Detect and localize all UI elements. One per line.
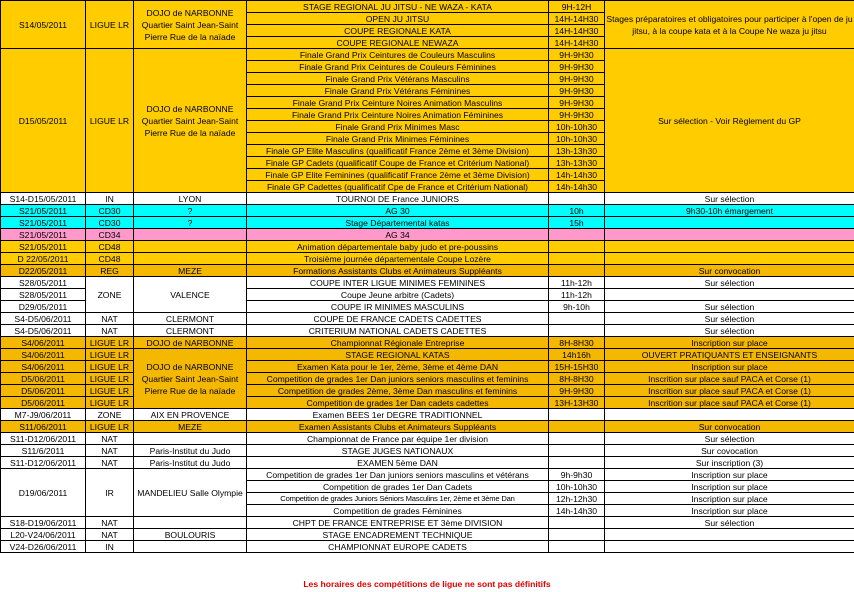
table-cell: 12h-12h30	[549, 493, 605, 505]
table-cell	[549, 253, 605, 265]
table-cell	[549, 517, 605, 529]
table-cell: NAT	[86, 457, 134, 469]
table-cell: 9H-9H30	[549, 97, 605, 109]
table-cell: LIGUE LR	[86, 421, 134, 433]
table-cell: AG 30	[247, 205, 549, 217]
table-cell: S21/05/2011	[1, 217, 86, 229]
table-cell: 14H-14H30	[549, 25, 605, 37]
table-cell: Animation départementale baby judo et pre-poussins	[247, 241, 549, 253]
table-cell: S4/06/2011	[1, 349, 86, 361]
table-cell: COUPE IR MINIMES MASCULINS	[247, 301, 549, 313]
table-cell: CHPT DE FRANCE ENTREPRISE ET 3ème DIVISION	[247, 517, 549, 529]
table-cell	[549, 265, 605, 277]
table-cell	[549, 433, 605, 445]
table-cell	[605, 241, 854, 253]
table-cell: 9H-9H30	[549, 85, 605, 97]
table-cell: Sur sélection	[605, 325, 854, 337]
table-cell: D5/06/2011	[1, 373, 86, 385]
table-cell: ?	[134, 205, 247, 217]
table-cell	[134, 541, 247, 553]
table-cell: COUPE INTER LIGUE MINIMES FEMININES	[247, 277, 549, 289]
table-cell: STAGE ENCADREMENT TECHNIQUE	[247, 529, 549, 541]
table-row	[1, 205, 854, 217]
table-row	[1, 241, 854, 253]
table-cell: 11h-12h	[549, 277, 605, 289]
table-cell	[134, 241, 247, 253]
table-cell: D15/05/2011	[1, 49, 86, 193]
table-cell: D19/06/2011	[1, 469, 86, 517]
table-cell	[549, 313, 605, 325]
table-cell: Examen Kata pour le 1er, 2ème, 3ème et 4ème DAN	[247, 361, 549, 373]
table-row	[1, 1, 854, 13]
table-cell: DOJO de NARBONNE Quartier Saint Jean-Saint Pierre Rue de la naïade	[134, 1, 247, 49]
table-cell: S11/06/2011	[1, 421, 86, 433]
table-cell: Inscription sur place	[605, 493, 854, 505]
table-cell: Finale Grand Prix Ceinture Noires Animation Féminines	[247, 109, 549, 121]
table-row	[1, 253, 854, 265]
table-cell: D5/06/2011	[1, 385, 86, 397]
table-cell: OUVERT PRATIQUANTS ET ENSEIGNANTS	[605, 349, 854, 361]
table-row	[1, 469, 854, 481]
table-cell: Finale GP Cadets (qualificatif Coupe de France et Critérium National)	[247, 157, 549, 169]
table-cell: Finale Grand Prix Minimes Masc	[247, 121, 549, 133]
table-cell: 10h-10h30	[549, 133, 605, 145]
table-cell: D22/05/2011	[1, 265, 86, 277]
table-row	[1, 529, 854, 541]
table-cell: REG	[86, 265, 134, 277]
table-row	[1, 265, 854, 277]
table-cell: Stage Départemental katas	[247, 217, 549, 229]
table-cell: NAT	[86, 313, 134, 325]
table-cell: COUPE REGIONALE NEWAZA	[247, 37, 549, 49]
table-cell: Sur sélection	[605, 301, 854, 313]
table-cell: MEZE	[134, 421, 247, 433]
table-cell: BOULOURIS	[134, 529, 247, 541]
table-cell: Sur sélection	[605, 433, 854, 445]
table-cell: S14-D15/05/2011	[1, 193, 86, 205]
table-row	[1, 217, 854, 229]
table-cell: TOURNOI DE France JUNIORS	[247, 193, 549, 205]
table-cell	[549, 241, 605, 253]
table-cell: COUPE REGIONALE KATA	[247, 25, 549, 37]
table-cell: 9h-10h	[549, 301, 605, 313]
table-cell: NAT	[86, 529, 134, 541]
table-cell: LIGUE LR	[86, 49, 134, 193]
table-cell: LIGUE LR	[86, 361, 134, 373]
table-cell: Finale GP Cadettes (qualificatif Cpe de France et Critérium National)	[247, 181, 549, 193]
table-cell: ZONE	[86, 409, 134, 421]
table-row	[1, 277, 854, 289]
table-cell	[549, 421, 605, 433]
table-cell: 15H-15H30	[549, 361, 605, 373]
table-cell: Examen Assistants Clubs et Animateurs Suppléants	[247, 421, 549, 433]
table-cell	[549, 229, 605, 241]
table-cell: Competition de grades 1er Dan juniors seniors masculins et vétérans	[247, 469, 549, 481]
table-cell: D5/06/2011	[1, 397, 86, 409]
table-cell: 14h-14h30	[549, 505, 605, 517]
table-cell: Inscription sur place	[605, 481, 854, 493]
table-row	[1, 325, 854, 337]
table-cell: S4/06/2011	[1, 337, 86, 349]
table-cell: 10h-10h30	[549, 481, 605, 493]
table-cell	[134, 517, 247, 529]
table-cell: CD30	[86, 217, 134, 229]
table-cell: STAGE REGIONAL JU JITSU - NE WAZA - KATA	[247, 1, 549, 13]
table-cell: 9h30-10h émargement	[605, 205, 854, 217]
table-cell: S21/05/2011	[1, 205, 86, 217]
table-row	[1, 397, 854, 409]
table-cell: Competition de grades 1er Dan cadets cadettes	[247, 397, 549, 409]
table-cell: COUPE DE FRANCE CADETS CADETTES	[247, 313, 549, 325]
table-cell	[605, 217, 854, 229]
table-cell	[605, 541, 854, 553]
table-cell: Examen BEES 1er DEGRE TRADITIONNEL	[247, 409, 549, 421]
table-cell: Finale Grand Prix Ceintures de Couleurs Masculins	[247, 49, 549, 61]
table-cell: DOJO de NARBONNE Quartier Saint Jean-Saint Pierre Rue de la naïade	[134, 49, 247, 193]
table-cell: 14H-14H30	[549, 13, 605, 25]
table-cell: Inscrition sur place sauf PACA et Corse (1)	[605, 373, 854, 385]
table-cell: Finale Grand Prix Minimes Féminines	[247, 133, 549, 145]
table-cell: OPEN JU JITSU	[247, 13, 549, 25]
table-cell	[549, 325, 605, 337]
table-row	[1, 193, 854, 205]
table-cell	[605, 229, 854, 241]
table-cell: IN	[86, 541, 134, 553]
table-cell: LIGUE LR	[86, 337, 134, 349]
table-cell: CLERMONT	[134, 313, 247, 325]
table-cell: 13h-13h30	[549, 157, 605, 169]
table-cell: D29/05/2011	[1, 301, 86, 313]
table-row	[1, 421, 854, 433]
table-cell: LIGUE LR	[86, 385, 134, 397]
table-row	[1, 457, 854, 469]
table-cell: 14h16h	[549, 349, 605, 361]
table-cell: S21/05/2011	[1, 241, 86, 253]
table-cell: S28/05/2011	[1, 289, 86, 301]
table-cell: Competition de grades 1er Dan Cadets	[247, 481, 549, 493]
table-cell	[605, 289, 854, 301]
table-cell: M7-J9/06/2011	[1, 409, 86, 421]
table-cell: Finale Grand Prix Ceintures de Couleurs Féminines	[247, 61, 549, 73]
table-cell: S28/05/2011	[1, 277, 86, 289]
table-cell: Competition de grades Féminines	[247, 505, 549, 517]
table-cell	[549, 541, 605, 553]
table-cell: Finale Grand Prix Ceinture Noires Animation Masculins	[247, 97, 549, 109]
table-row	[1, 313, 854, 325]
table-cell: 9h-9h30	[549, 469, 605, 481]
table-row	[1, 433, 854, 445]
table-cell: 9H-9H30	[549, 61, 605, 73]
table-cell: Sur inscription (3)	[605, 457, 854, 469]
table-row	[1, 385, 854, 397]
footer-note: Les horaires des compétitions de ligue ne sont pas définitifs	[303, 579, 551, 589]
table-cell: LIGUE LR	[86, 349, 134, 361]
table-row	[1, 349, 854, 361]
table-cell: Finale GP Elite Feminines (qualificatif France 2ème et 3ème Division)	[247, 169, 549, 181]
table-cell	[549, 529, 605, 541]
table-cell: Competition de grades Juniors Séniors Masculins 1er, 2ème et 3ème Dan	[247, 493, 549, 505]
table-cell: NAT	[86, 445, 134, 457]
table-cell: Coupe Jeune arbitre (Cadets)	[247, 289, 549, 301]
table-cell: 11h-12h	[549, 289, 605, 301]
table-cell: 9H-9H30	[549, 385, 605, 397]
table-cell: D 22/05/2011	[1, 253, 86, 265]
table-cell: STAGE REGIONAL KATAS	[247, 349, 549, 361]
table-cell: CD34	[86, 229, 134, 241]
table-cell: 10h-10h30	[549, 121, 605, 133]
table-cell: S21/05/2011	[1, 229, 86, 241]
table-row	[1, 229, 854, 241]
table-cell: 9H-9H30	[549, 49, 605, 61]
table-cell: Finale Grand Prix Vétérans Féminines	[247, 85, 549, 97]
table-cell	[134, 433, 247, 445]
table-cell: NAT	[86, 325, 134, 337]
table-cell: LIGUE LR	[86, 397, 134, 409]
table-cell: LIGUE LR	[86, 1, 134, 49]
table-cell: S11-D12/06/2011	[1, 433, 86, 445]
table-cell: Inscription sur place	[605, 505, 854, 517]
table-cell: Sur convocation	[605, 265, 854, 277]
table-cell: Paris-Institut du Judo	[134, 445, 247, 457]
table-cell: Sur sélection	[605, 277, 854, 289]
table-cell: S18-D19/06/2011	[1, 517, 86, 529]
table-cell: AG 34	[247, 229, 549, 241]
table-cell: MEZE	[134, 265, 247, 277]
table-cell: LIGUE LR	[86, 373, 134, 385]
table-cell	[134, 229, 247, 241]
table-cell: Inscrition sur place sauf PACA et Corse (1)	[605, 385, 854, 397]
table-cell: Sur sélection - Voir Règlement du GP	[605, 49, 854, 193]
calendar-body	[1, 1, 854, 553]
table-cell: 8H-8H30	[549, 337, 605, 349]
table-cell: Paris-Institut du Judo	[134, 457, 247, 469]
table-row	[1, 361, 854, 373]
table-cell: Inscription sur place	[605, 337, 854, 349]
table-cell: CD48	[86, 253, 134, 265]
table-cell: L20-V24/06/2011	[1, 529, 86, 541]
table-cell	[549, 445, 605, 457]
table-cell: 8H-8H30	[549, 373, 605, 385]
table-cell: S11/6/2011	[1, 445, 86, 457]
table-cell: 9H-9H30	[549, 73, 605, 85]
table-cell: EXAMEN 5ème DAN	[247, 457, 549, 469]
table-row	[1, 337, 854, 349]
table-cell: Sur sélection	[605, 313, 854, 325]
table-cell: NAT	[86, 433, 134, 445]
table-row	[1, 517, 854, 529]
table-cell: 14h-14h30	[549, 169, 605, 181]
table-cell: Sur covocation	[605, 445, 854, 457]
table-cell: Competition de grades 2ème, 3ème Dan masculins et feminins	[247, 385, 549, 397]
table-cell: S11-D12/06/2011	[1, 457, 86, 469]
table-cell: Sur sélection	[605, 517, 854, 529]
table-cell: Sur convocation	[605, 421, 854, 433]
table-row	[1, 445, 854, 457]
table-cell: 13h-13h30	[549, 145, 605, 157]
table-cell: 15h	[549, 217, 605, 229]
table-cell: CD30	[86, 205, 134, 217]
table-cell: Sur sélection	[605, 193, 854, 205]
table-cell: IR	[86, 469, 134, 517]
table-cell: V24-D26/06/2011	[1, 541, 86, 553]
table-cell	[605, 409, 854, 421]
table-cell	[549, 409, 605, 421]
table-cell: 10h	[549, 205, 605, 217]
table-cell: Inscrition sur place sauf PACA et Corse (1)	[605, 397, 854, 409]
table-cell: CLERMONT	[134, 325, 247, 337]
table-cell: Finale GP Elite Masculins (qualificatif France 2ème et 3ème Division)	[247, 145, 549, 157]
table-cell: Championnat Régionale Entreprise	[247, 337, 549, 349]
table-cell: CHAMPIONNAT EUROPE CADETS	[247, 541, 549, 553]
table-cell	[549, 193, 605, 205]
table-cell: ZONE	[86, 277, 134, 313]
table-cell: LYON	[134, 193, 247, 205]
table-cell: DOJO de NARBONNE	[134, 337, 247, 349]
table-cell: S4/06/2011	[1, 361, 86, 373]
table-cell: MANDELIEU Salle Olympie	[134, 469, 247, 517]
table-cell: S4-D5/06/2011	[1, 313, 86, 325]
table-cell: S4-D5/06/2011	[1, 325, 86, 337]
table-cell: ?	[134, 217, 247, 229]
table-row	[1, 541, 854, 553]
table-cell: Finale Grand Prix Vétérans Masculins	[247, 73, 549, 85]
table-cell: Stages préparatoires et obligatoires pour participer à l'open de ju jitsu, à la coupe kata et à la Coupe Ne waza ju jitsu	[605, 1, 854, 49]
table-cell: Formations Assistants Clubs et Animateurs Suppléants	[247, 265, 549, 277]
table-cell: 14h-14h30	[549, 181, 605, 193]
table-row	[1, 409, 854, 421]
table-cell: 13H-13H30	[549, 397, 605, 409]
table-cell: STAGE JUGES NATIONAUX	[247, 445, 549, 457]
table-cell: Inscription sur place	[605, 361, 854, 373]
table-cell	[134, 253, 247, 265]
table-cell: AIX EN PROVENCE	[134, 409, 247, 421]
table-cell: S14/05/2011	[1, 1, 86, 49]
table-cell: IN	[86, 193, 134, 205]
table-cell	[549, 457, 605, 469]
table-row	[1, 49, 854, 61]
table-cell: Troisième journée départementale Coupe Lozère	[247, 253, 549, 265]
table-cell: VALENCE	[134, 277, 247, 313]
table-cell: 9H-12H	[549, 1, 605, 13]
table-cell	[605, 529, 854, 541]
table-cell: DOJO de NARBONNE Quartier Saint Jean-Saint Pierre Rue de la naïade	[134, 349, 247, 409]
table-cell: Inscription sur place	[605, 469, 854, 481]
table-cell: Championnat de France par équipe 1er division	[247, 433, 549, 445]
table-cell: Competition de grades 1er Dan juniors seniors masculins et feminins	[247, 373, 549, 385]
table-cell	[605, 253, 854, 265]
table-cell: 14H-14H30	[549, 37, 605, 49]
table-cell: 9H-9H30	[549, 109, 605, 121]
table-cell: CD48	[86, 241, 134, 253]
table-cell: CRITERIUM NATIONAL CADETS CADETTES	[247, 325, 549, 337]
table-cell: NAT	[86, 517, 134, 529]
table-row	[1, 373, 854, 385]
